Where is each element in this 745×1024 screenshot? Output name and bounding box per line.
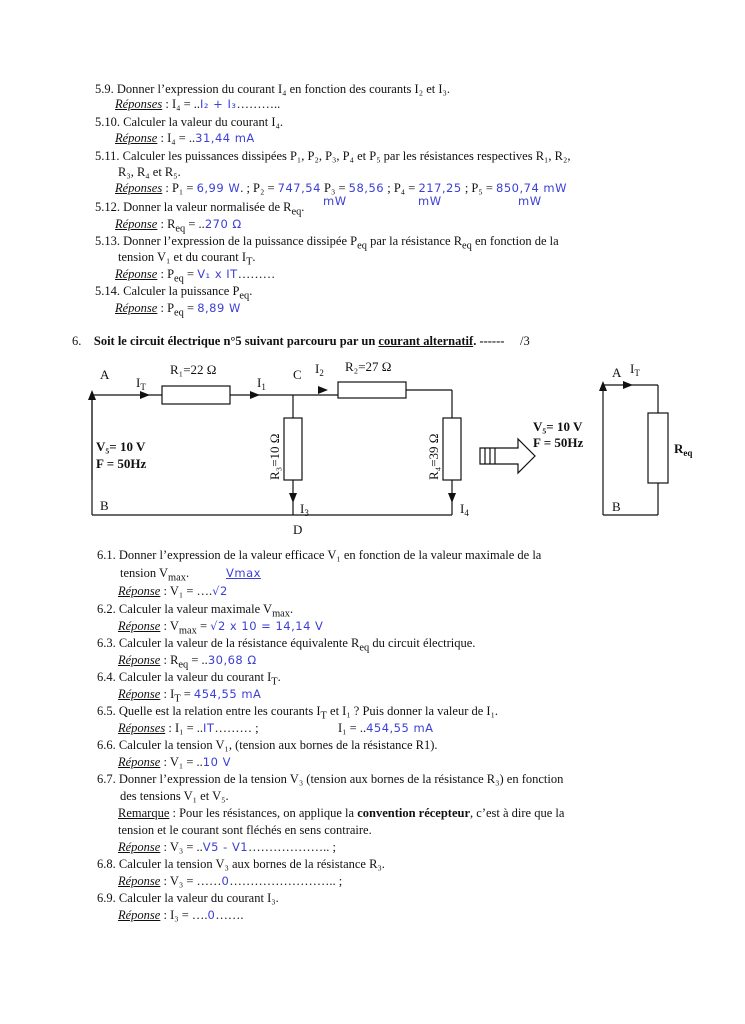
handwritten-answer: 270 Ω	[204, 217, 242, 231]
arrowhead-it	[140, 391, 150, 399]
dots: ……………….. ;	[248, 840, 336, 854]
handwritten-mw-p2: mW	[323, 194, 347, 208]
score: /3	[520, 334, 530, 348]
q-end: .	[277, 670, 281, 684]
handwritten-answer: 454,55 mA	[193, 687, 262, 701]
i1-label: $I_1$	[257, 375, 266, 392]
title-text: Soit le circuit électrique n°5 suivant parcouru par un	[93, 334, 379, 348]
arrowhead-eq-it	[623, 381, 633, 389]
answer-prefix: : I₁ = ..	[165, 721, 204, 735]
remark-bold: convention récepteur	[357, 806, 471, 820]
q-5-9: 5.9. Donner l’expression du courant I₄ en fonction des courants I₂ et I₃.	[95, 82, 450, 96]
q-text: 5.12. Donner la valeur normalisée de R	[95, 200, 292, 214]
q-text-2: et I₁ ? Puis donner la valeur de I₁.	[326, 704, 499, 718]
answer-6-5	[118, 721, 259, 736]
q-text: 5.14. Calculer la puissance P	[95, 284, 240, 298]
answer-6-6	[118, 755, 231, 770]
handwritten-answer: V5 - V1	[202, 840, 249, 854]
reponse-label: Réponse	[118, 619, 161, 633]
v5-eq-label: V₅= 10 V	[533, 419, 583, 434]
q-text-4: tension V₁ et du courant I	[118, 250, 247, 264]
reponse-label: Réponse	[115, 217, 158, 231]
answer-5-14	[115, 301, 241, 321]
handwritten-answer: V₁ x IT	[197, 267, 238, 281]
sub-max: max	[168, 572, 186, 584]
q-text: 6.2. Calculer la valeur maximale V	[97, 602, 273, 616]
handwritten-p4: 217,25	[418, 181, 462, 195]
sub-t: T	[271, 676, 278, 688]
handwritten-answer: 8,89 W	[197, 301, 241, 315]
answer-6-5-value	[338, 721, 434, 736]
answer-prefix-2: = ..	[188, 653, 208, 667]
i3-label: $I_3$	[300, 501, 309, 518]
arrowhead-i4	[448, 493, 456, 503]
handwritten-answer: I₂ + I₃	[200, 97, 237, 111]
r1-label: R₁=22 Ω	[170, 362, 217, 377]
sub-eq: eq	[178, 659, 189, 671]
r4-label: R₄=39 Ω	[426, 433, 441, 480]
handwritten-answer: 30,68 Ω	[207, 653, 257, 667]
sub-t: T	[320, 710, 327, 722]
it-eq-label: $I_T$	[630, 361, 640, 378]
q-5-11: 5.11. Calculer les puissances dissipées P₁, P₂, P₃, P₄ et P₅ par les résistances respectives R₁, R₂,	[95, 149, 571, 163]
q-end: .	[301, 200, 305, 214]
sub-eq: eq	[357, 240, 367, 252]
handwritten-p2: 747,54	[277, 181, 321, 195]
q-end: .	[289, 602, 294, 616]
answer-prefix: : P	[157, 267, 175, 281]
q-text-2: du circuit électrique.	[369, 636, 476, 650]
handwritten-answer: 31,44 mA	[195, 131, 255, 145]
node-a-eq-label: A	[612, 365, 622, 380]
sub-eq: eq	[175, 223, 186, 235]
q-6-1: 6.1. Donner l’expression de la valeur efficace V₁ en fonction de la valeur maximale de la	[97, 548, 542, 562]
resistor-r3	[284, 418, 302, 480]
q-5-11-cont: R₃, R₄ et R₅.	[118, 165, 181, 179]
r3-label: R₃=10 Ω	[267, 433, 282, 480]
sub-eq: eq	[239, 290, 250, 302]
node-c-label: C	[293, 367, 302, 382]
reponse-label: Réponses	[118, 721, 166, 735]
remark-text: : Pour les résistances, on applique la	[169, 806, 358, 820]
answer-5-9	[115, 97, 280, 112]
it-label: $I_T$	[136, 375, 146, 392]
handwritten-p3: 58,56	[348, 181, 385, 195]
p4-label: ; P₄ =	[384, 181, 419, 195]
q-6-7-cont: des tensions V₁ et V₅.	[120, 789, 229, 803]
arrowhead-i1	[250, 391, 260, 399]
sub-eq: eq	[359, 642, 370, 654]
node-a-label: A	[100, 367, 110, 382]
p5-label: ; P₅ =	[461, 181, 497, 195]
q-end: .	[252, 250, 256, 264]
handwritten-p5: 850,74 mW	[496, 181, 567, 195]
answer-6-7	[118, 840, 336, 855]
reponse-label: Réponses	[115, 97, 163, 111]
sub-eq-2: eq	[462, 240, 472, 252]
title-underlined: courant alternatif	[378, 334, 474, 348]
handwritten-answer: √2	[212, 584, 228, 598]
i2-label: $I_2$	[315, 361, 324, 378]
resistor-r4	[443, 418, 461, 480]
p3-label: P₃ =	[320, 181, 349, 195]
q-6-8: 6.8. Calculer la tension V₃ aux bornes de la résistance R₃.	[97, 857, 385, 871]
req-label: $R_{eq}$	[674, 441, 693, 458]
handwritten-answer: 0	[221, 874, 230, 888]
answer-5-10	[115, 131, 255, 146]
q-text: 5.13. Donner l’expression de la puissance dissipée P	[95, 234, 358, 248]
answer-prefix-2: = ..	[185, 217, 205, 231]
answer-prefix: : V₃ = ……	[160, 874, 222, 888]
p1-label: : P₁ =	[162, 181, 197, 195]
reponse-label: Réponse	[115, 267, 158, 281]
arrowhead-eq-v5	[599, 381, 607, 391]
q-6-7: 6.7. Donner l’expression de la tension V₃ (tension aux bornes de la résistance R₃) en fonction	[97, 772, 564, 786]
dots: …………………….. ;	[229, 874, 343, 888]
answer-prefix-2: =	[183, 267, 198, 281]
handwritten-answer-i1: 454,55 mA	[366, 721, 434, 735]
i1-prefix: I₁ = ..	[338, 721, 367, 735]
q-5-10: 5.10. Calculer la valeur du courant I₄.	[95, 115, 283, 129]
q-6-9: 6.9. Calculer la valeur du courant I₃.	[97, 891, 279, 905]
sub-eq: eq	[174, 273, 184, 285]
node-b-label: B	[100, 498, 109, 513]
reponse-label: Réponse	[118, 755, 161, 769]
reponse-label: Réponse	[118, 874, 161, 888]
answer-prefix: : I₄ = ..	[162, 97, 201, 111]
handwritten-answer: 10 V	[202, 755, 231, 769]
remark-text-2: , c’est à dire que la	[470, 806, 565, 820]
answer-prefix: : R	[160, 653, 179, 667]
answer-prefix: : I	[160, 687, 175, 701]
conversion-arrow	[480, 439, 535, 473]
answer-prefix: : I₃ = ….	[160, 908, 208, 922]
answer-prefix: : V₃ = ..	[160, 840, 203, 854]
handwritten-note-vmax: Vmax	[226, 566, 261, 580]
freq-label: F = 50Hz	[96, 456, 147, 471]
answer-prefix: : P	[157, 301, 175, 315]
reponse-label: Réponse	[118, 908, 161, 922]
dots: ………	[237, 267, 276, 281]
sub-eq: eq	[291, 206, 302, 218]
sub-t: T	[174, 693, 181, 705]
answer-6-9	[118, 908, 243, 923]
reponse-label: Réponse	[115, 301, 158, 315]
q-text: tension V	[120, 566, 169, 580]
handwritten-p1: 6,99 W	[196, 181, 241, 195]
q-text: 6.5. Quelle est la relation entre les courants I	[97, 704, 321, 718]
sub-eq: eq	[174, 307, 184, 319]
arrowhead-i2	[318, 386, 328, 394]
handwritten-answer-relation: IT	[203, 721, 215, 735]
title-end: . ------	[473, 334, 505, 348]
reponse-label: Réponses	[115, 181, 163, 195]
handwritten-mw-p4: mW	[518, 194, 542, 208]
q-end: .	[185, 566, 190, 580]
dots: ……… ;	[214, 721, 259, 735]
sub-max: max	[178, 625, 197, 637]
reponse-label: Réponse	[118, 840, 161, 854]
remark-cont: tension et le courant sont fléchés en sens contraire.	[118, 823, 372, 837]
handwritten-answer: 0	[207, 908, 216, 922]
node-b-eq-label: B	[612, 499, 621, 514]
reponse-label: Réponse	[115, 131, 158, 145]
handwritten-answer: √2 x 10 = 14,14 V	[210, 619, 324, 633]
reponse-label: Réponse	[118, 584, 161, 598]
q-text-2: par la résistance R	[366, 234, 463, 248]
remark-label: Remarque	[118, 806, 170, 820]
answer-prefix: : V₁ = ….	[160, 584, 213, 598]
handwritten-mw-p3: mW	[418, 194, 442, 208]
freq-eq-label: F = 50Hz	[533, 435, 584, 450]
sub-t: T	[246, 256, 253, 268]
r2-label: R₂=27 Ω	[345, 359, 392, 374]
answer-prefix-2: =	[196, 619, 211, 633]
v5-label: V₅= 10 V	[96, 439, 146, 454]
answer-prefix: : V₁ = ..	[160, 755, 203, 769]
q-text: 6.3. Calculer la valeur de la résistance équivalente R	[97, 636, 360, 650]
sub-max: max	[272, 608, 290, 620]
reponse-label: Réponse	[118, 653, 161, 667]
reponse-label: Réponse	[118, 687, 161, 701]
answer-prefix: : V	[160, 619, 179, 633]
remark	[118, 806, 564, 821]
node-d-label: D	[293, 522, 303, 537]
exercise-number: 6.	[72, 334, 82, 348]
exercise-6-title	[72, 334, 530, 349]
arrowhead-i3	[289, 493, 297, 503]
q-text: 6.4. Calculer la valeur du courant I	[97, 670, 272, 684]
p2-label: . ; P₂ =	[240, 181, 278, 195]
dots: …….	[215, 908, 244, 922]
i4-label: $I_4$	[460, 501, 469, 518]
resistor-r1	[162, 386, 230, 404]
answer-prefix: : R	[157, 217, 176, 231]
answer-prefix: : I₄ = ..	[157, 131, 196, 145]
answer-prefix-2: =	[183, 301, 198, 315]
answer-6-8	[118, 874, 342, 889]
answer-prefix-2: =	[180, 687, 194, 701]
q-6-1-cont	[120, 566, 189, 586]
resistor-req	[648, 413, 668, 483]
q-text-3: en fonction de la	[471, 234, 559, 248]
resistor-r2	[338, 382, 406, 398]
q-end: .	[249, 284, 253, 298]
answer-6-1	[118, 584, 228, 599]
dots: ………..	[236, 97, 281, 111]
circuit-diagram	[0, 355, 745, 540]
q-6-6: 6.6. Calculer la tension V₁, (tension aux bornes de la résistance R1).	[97, 738, 438, 752]
